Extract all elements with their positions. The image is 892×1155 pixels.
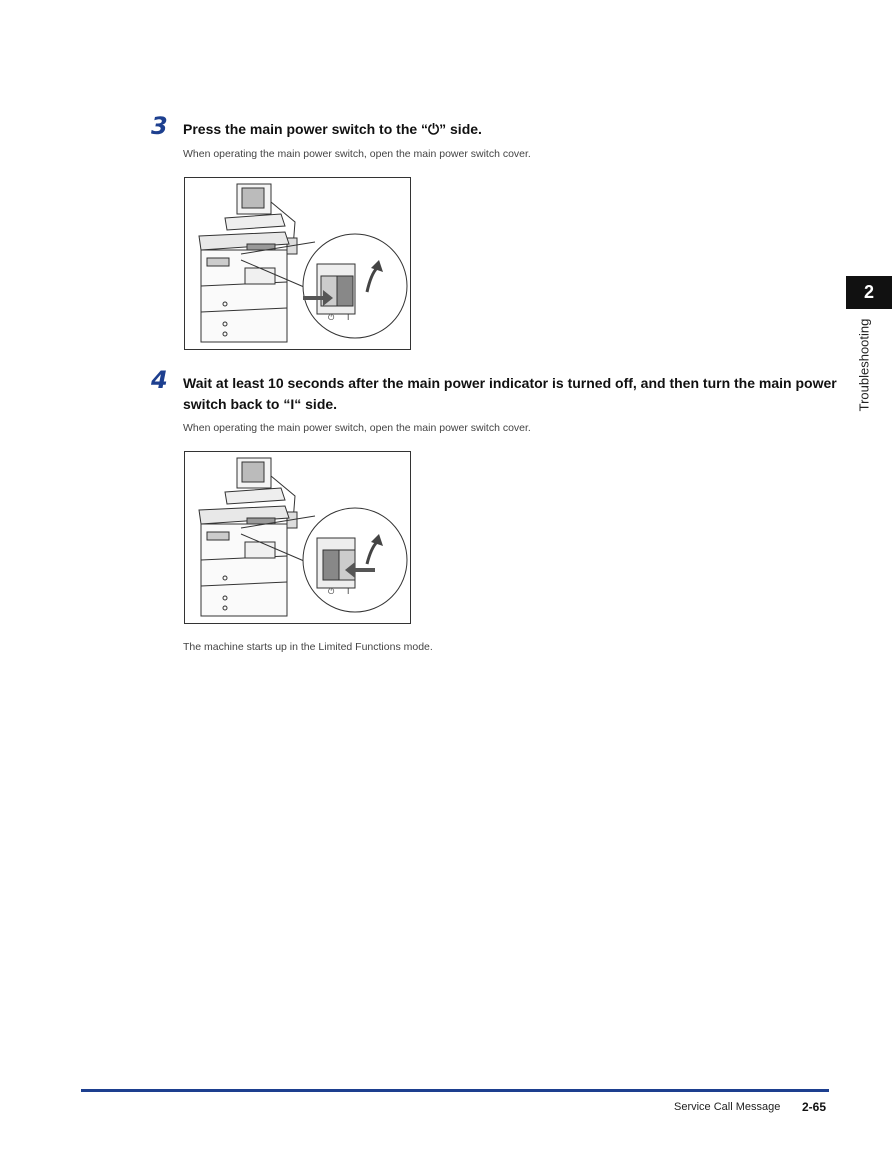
step-4-note: When operating the main power switch, open the main power switch cover. [183, 422, 531, 434]
chapter-number: 2 [863, 282, 874, 302]
footer-page-number: 2-65 [802, 1100, 827, 1114]
svg-text:⏻: ⏻ [328, 313, 335, 322]
footer-rule [81, 1089, 829, 1092]
step-3-title: Press the main power switch to the “⏻” side. [183, 121, 482, 137]
step-number-3: 3 [151, 112, 168, 140]
power-on-switch-illustration [184, 451, 411, 624]
svg-text:⏻: ⏻ [328, 587, 335, 596]
step-4-title-line-1: Wait at least 10 seconds after the main power indicator is turned off, and then turn the main power [183, 375, 837, 391]
step-4-title-line-2: switch back to “I“ side. [183, 396, 338, 412]
step-number-4: 4 [151, 366, 168, 394]
svg-text:I: I [347, 587, 350, 596]
svg-text:I: I [347, 313, 350, 322]
power-off-switch-illustration [184, 177, 411, 350]
step-3-note: When operating the main power switch, open the main power switch cover. [183, 148, 531, 160]
printer-illustration-icon [185, 452, 411, 624]
printer-illustration-icon [185, 178, 411, 350]
chapter-tab [846, 276, 892, 309]
result-text: The machine starts up in the Limited Functions mode. [183, 641, 433, 653]
footer-section-title: Service Call Message [674, 1101, 781, 1113]
chapter-label: Troubleshooting [856, 318, 872, 412]
